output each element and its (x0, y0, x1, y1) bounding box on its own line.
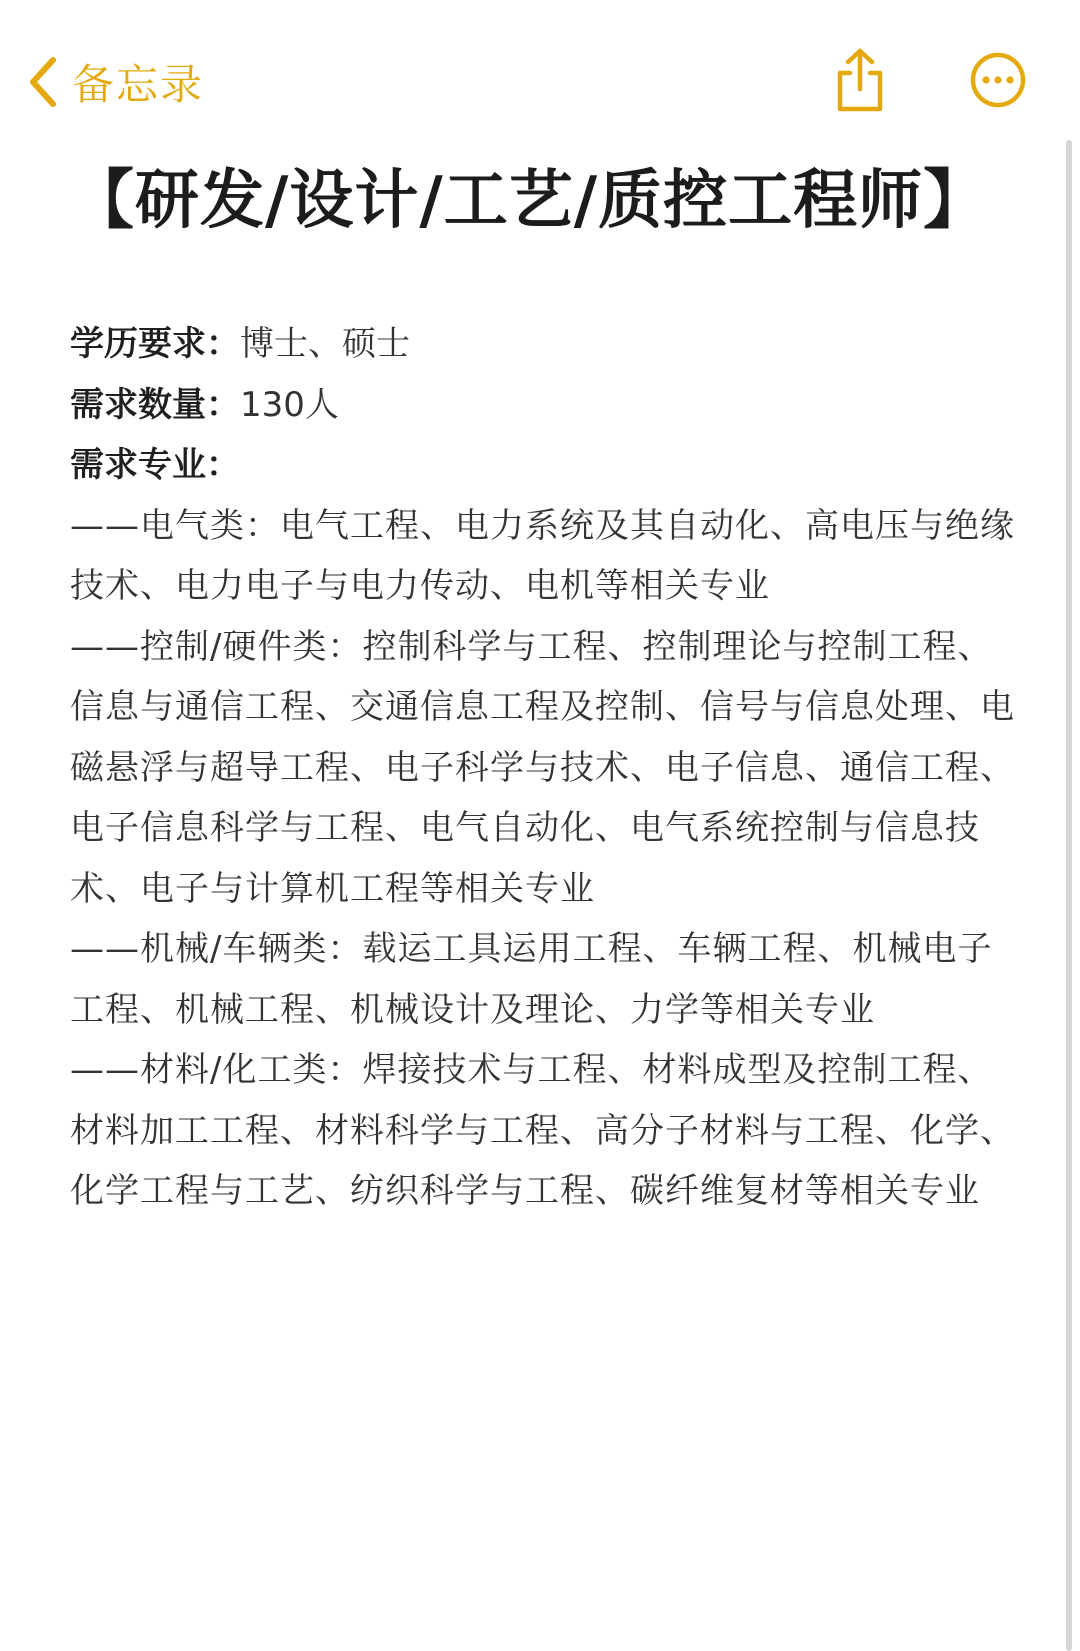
majors-label: 需求专业： (70, 445, 240, 485)
education-row (70, 314, 1020, 375)
scrollbar[interactable] (1066, 140, 1072, 1651)
note-content[interactable] (70, 160, 1020, 1222)
back-label: 备忘录 (72, 60, 205, 109)
majors-row (70, 435, 1020, 496)
note-title: 【研发/设计/工艺/质控工程师】 (70, 164, 989, 238)
note-body (70, 314, 1020, 1222)
back-button[interactable] (28, 50, 204, 114)
chevron-left-icon (28, 56, 58, 108)
major-mechanical-vehicle: ——机械/车辆类：载运工具运用工程、车辆工程、机械电子工程、机械工程、机械设计及理论、力学等相关专业 (70, 929, 993, 1030)
education-value: 博士、硕士 (240, 324, 410, 364)
major-materials-chemical: ——材料/化工类：焊接技术与工程、材料成型及控制工程、材料加工工程、材料科学与工程、高分子材料与工程、化学、化学工程与工艺、纺织科学与工程、碳纤维复材等相关专业 (70, 1050, 1015, 1211)
more-icon (969, 51, 1027, 113)
education-label: 学历要求： (70, 324, 240, 364)
quantity-row (70, 375, 1020, 436)
navigation-bar (0, 0, 1080, 150)
share-button[interactable] (822, 44, 898, 120)
quantity-label: 需求数量： (70, 384, 240, 425)
more-options-button[interactable] (960, 44, 1036, 120)
share-icon (832, 47, 888, 117)
quantity-value: 130人 (240, 384, 339, 425)
major-electrical: ——电气类：电气工程、电力系统及其自动化、高电压与绝缘技术、电力电子与电力传动、电机等相关专业 (70, 505, 1015, 606)
major-control-hardware: ——控制/硬件类：控制科学与工程、控制理论与控制工程、信息与通信工程、交通信息工程及控制、信号与信息处理、电磁悬浮与超导工程、电子科学与技术、电子信息、通信工程、电子信息科学与工程、电气自动化、电气系统控制与信息技术、电子与计算机工程等相关专业 (70, 626, 1015, 909)
